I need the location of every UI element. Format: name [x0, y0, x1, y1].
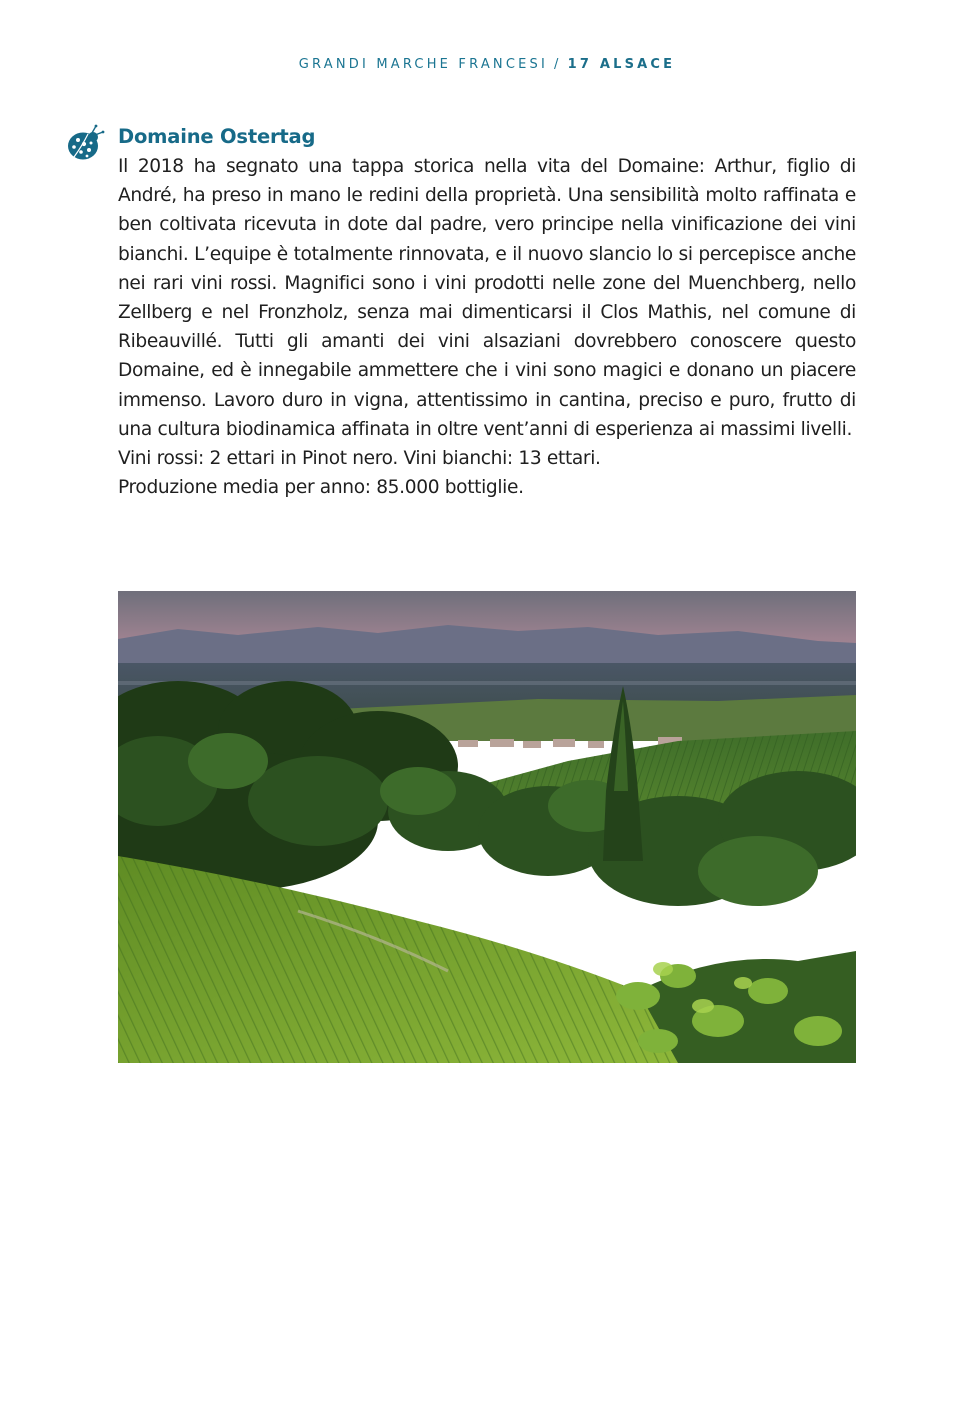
vineyard-photo — [118, 591, 856, 1063]
production-line: Produzione media per anno: 85.000 bottiglie. — [118, 477, 524, 499]
surface-line: Vini rossi: 2 ettari in Pinot nero. Vini bianchi: 13 ettari. — [118, 448, 601, 470]
running-header — [0, 57, 974, 72]
page-label: 17 ALSACE — [567, 57, 676, 72]
header-separator: / — [554, 57, 562, 72]
description-paragraph: Il 2018 ha segnato una tappa storica nella vita del Domaine: Arthur, figlio di André, ha preso in mano le redini della proprietà. Una sensibilità molto raffinata e ben coltivata ricevuta in dote dal padre, vero principe nella vinificazione dei vini bianchi. L’equipe è totalmente rinnovata, e il nuovo slancio lo si percepisce anche nei rari vini rossi. Magnifici sono i vini prodotti nelle zone del Muenchberg, nello Zellberg e nel Fronzholz, senza mai dimenticarsi il Clos Mathis, nel comune di Ribeauvillé. Tutti gli amanti dei vini alsaziani dovrebbero conoscere questo Domaine, ed è innegabile ammettere che i vini sono magici e donano un piacere immenso. Lavoro duro in vigna, attentissimo in cantina, preciso e puro, frutto di una cultura biodinamica affinata in oltre vent’anni di esperienza ai massimi livelli. — [118, 156, 856, 440]
section-title: GRANDI MARCHE FRANCESI — [298, 57, 549, 72]
entry-title: Domaine Ostertag — [118, 125, 316, 148]
ladybug-icon — [66, 124, 106, 164]
entry-body — [118, 152, 856, 502]
